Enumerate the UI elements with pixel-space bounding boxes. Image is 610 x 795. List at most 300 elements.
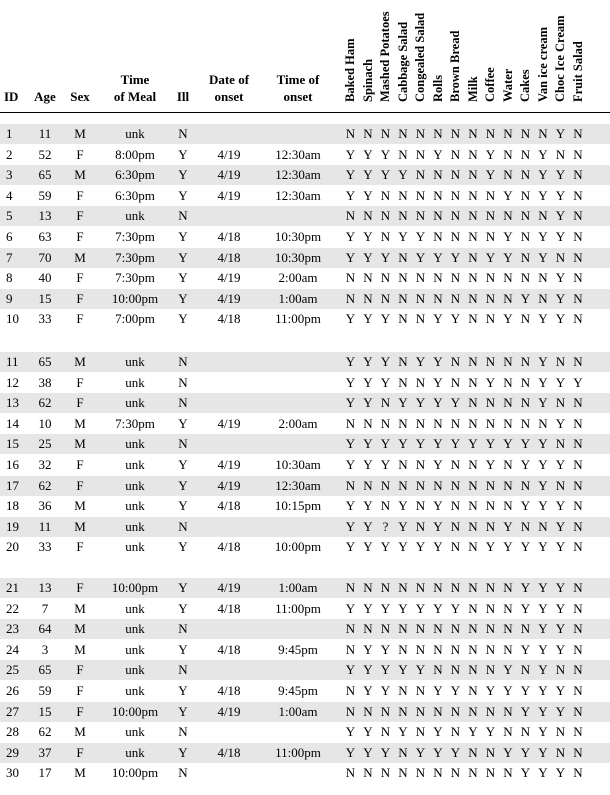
food-cell: N bbox=[468, 229, 478, 244]
row-time-of-onset: 2:00am bbox=[278, 415, 318, 431]
row-id: 6 bbox=[6, 229, 13, 244]
food-cell: Y bbox=[380, 311, 391, 327]
table-row bbox=[0, 702, 610, 722]
row-sex: F bbox=[76, 187, 84, 203]
food-cell: N bbox=[503, 600, 513, 616]
food-cell: N bbox=[398, 457, 408, 472]
food-cell: N bbox=[573, 498, 583, 514]
food-cell: Y bbox=[520, 539, 531, 555]
row-ill: N bbox=[178, 374, 188, 390]
row-age: 11 bbox=[38, 126, 52, 141]
table-row bbox=[0, 476, 610, 496]
food-cell: N bbox=[573, 457, 583, 472]
food-cell: Y bbox=[485, 683, 496, 698]
food-cell: N bbox=[573, 187, 583, 203]
food-cell: N bbox=[398, 270, 408, 286]
food-cell: Y bbox=[538, 600, 548, 616]
food-cell: Y bbox=[380, 683, 391, 698]
row-ill: N bbox=[178, 126, 188, 141]
food-cell: Y bbox=[363, 436, 373, 452]
row-time-of-meal: unk bbox=[125, 477, 145, 493]
food-cell: N bbox=[433, 641, 443, 657]
food-cell: N bbox=[415, 641, 426, 657]
food-cell: N bbox=[450, 146, 461, 162]
table-row bbox=[0, 227, 610, 247]
food-cell: N bbox=[415, 457, 426, 472]
food-cell: N bbox=[415, 580, 426, 595]
food-cell: N bbox=[520, 187, 531, 203]
row-sex: M bbox=[74, 518, 86, 534]
food-cell: N bbox=[363, 415, 373, 431]
food-cell: Y bbox=[363, 641, 373, 657]
food-cell: Y bbox=[433, 539, 443, 555]
food-cell: Y bbox=[345, 498, 356, 514]
food-cell: Y bbox=[433, 724, 443, 740]
food-cell: N bbox=[380, 703, 391, 719]
food-cell: N bbox=[415, 498, 426, 514]
food-cell: Y bbox=[380, 249, 391, 265]
food-cell: N bbox=[468, 744, 478, 760]
row-sex: F bbox=[76, 477, 84, 493]
food-cell: Y bbox=[520, 580, 531, 595]
food-cell: Y bbox=[503, 683, 513, 698]
food-cell: Y bbox=[538, 641, 548, 657]
food-cell: N bbox=[573, 249, 583, 265]
food-cell: Y bbox=[415, 436, 426, 452]
row-time-of-onset: 11:00pm bbox=[275, 600, 321, 616]
row-date-of-onset: 4/19 bbox=[217, 187, 241, 203]
food-cell: N bbox=[503, 580, 513, 595]
row-ill: Y bbox=[178, 167, 188, 183]
food-cell: N bbox=[468, 126, 478, 141]
food-cell: Y bbox=[538, 229, 548, 244]
food-cell: N bbox=[503, 270, 513, 286]
row-ill: Y bbox=[178, 641, 188, 657]
table-row bbox=[0, 414, 610, 434]
food-cell: N bbox=[573, 600, 583, 616]
food-cell: Y bbox=[555, 600, 566, 616]
food-cell: N bbox=[485, 662, 496, 678]
food-cell: N bbox=[450, 354, 461, 369]
food-cell: Y bbox=[433, 395, 443, 411]
row-id: 16 bbox=[6, 457, 19, 472]
food-cell: N bbox=[415, 724, 426, 740]
food-cell: Y bbox=[363, 683, 373, 698]
food-cell: N bbox=[573, 395, 583, 411]
row-id: 4 bbox=[6, 187, 13, 203]
food-cell: Y bbox=[520, 703, 531, 719]
food-cell: N bbox=[398, 683, 408, 698]
table-row bbox=[0, 496, 610, 516]
food-cell: Y bbox=[363, 600, 373, 616]
food-cell: N bbox=[450, 724, 461, 740]
food-cell: N bbox=[520, 208, 531, 224]
row-sex: F bbox=[76, 703, 84, 719]
row-age: 70 bbox=[38, 249, 52, 265]
food-cell: N bbox=[485, 290, 496, 306]
row-ill: Y bbox=[178, 187, 188, 203]
row-time-of-meal: unk bbox=[125, 539, 145, 555]
row-time-of-meal: 10:00pm bbox=[111, 765, 159, 781]
food-cell: Y bbox=[503, 662, 513, 678]
row-age: 40 bbox=[38, 270, 52, 286]
table-row bbox=[0, 268, 610, 288]
row-id: 8 bbox=[6, 270, 13, 286]
food-cell: Y bbox=[363, 457, 373, 472]
food-cell: Y bbox=[345, 167, 356, 183]
food-cell: N bbox=[520, 415, 531, 431]
header-date-of-onset-line2: onset bbox=[214, 89, 244, 104]
row-time-of-meal: unk bbox=[125, 724, 145, 740]
food-cell: Y bbox=[538, 167, 548, 183]
food-cell: Y bbox=[555, 683, 566, 698]
row-date-of-onset: 4/18 bbox=[217, 600, 241, 616]
food-header: Coffee bbox=[483, 67, 497, 102]
row-ill: Y bbox=[178, 683, 188, 698]
food-cell: N bbox=[555, 436, 566, 452]
table-row bbox=[0, 124, 610, 144]
table-row bbox=[0, 599, 610, 619]
food-cell: N bbox=[555, 354, 566, 369]
food-cell: Y bbox=[345, 518, 356, 534]
food-cell: Y bbox=[485, 249, 496, 265]
food-cell: N bbox=[380, 580, 391, 595]
row-id: 20 bbox=[6, 539, 19, 555]
row-sex: M bbox=[74, 498, 86, 514]
row-id: 9 bbox=[6, 290, 13, 306]
food-cell: Y bbox=[538, 477, 548, 493]
food-cell: Y bbox=[345, 436, 356, 452]
food-cell: N bbox=[485, 477, 496, 493]
food-cell: Y bbox=[538, 457, 548, 472]
food-cell: Y bbox=[555, 518, 566, 534]
food-cell: N bbox=[485, 187, 496, 203]
food-cell: N bbox=[573, 146, 583, 162]
row-time-of-meal: unk bbox=[125, 662, 145, 678]
food-cell: N bbox=[380, 724, 391, 740]
row-ill: N bbox=[178, 436, 188, 452]
row-sex: F bbox=[76, 683, 84, 698]
food-cell: N bbox=[345, 477, 356, 493]
food-cell: N bbox=[468, 580, 478, 595]
food-cell: Y bbox=[503, 518, 513, 534]
food-cell: N bbox=[363, 703, 373, 719]
row-ill: N bbox=[178, 662, 188, 678]
header-sex: Sex bbox=[70, 89, 90, 104]
food-cell: N bbox=[538, 126, 548, 141]
food-cell: N bbox=[345, 621, 356, 637]
food-cell: Y bbox=[415, 744, 426, 760]
food-header: Choc Ice Cream bbox=[553, 15, 567, 102]
food-cell: N bbox=[573, 539, 583, 555]
food-cell: N bbox=[468, 703, 478, 719]
food-cell: N bbox=[468, 518, 478, 534]
row-time-of-meal: unk bbox=[125, 436, 145, 452]
food-cell: N bbox=[468, 290, 478, 306]
food-header: Van ice cream bbox=[535, 27, 550, 102]
food-cell: N bbox=[485, 744, 496, 760]
food-cell: N bbox=[363, 580, 373, 595]
row-id: 14 bbox=[6, 415, 19, 431]
row-id: 15 bbox=[6, 436, 19, 452]
food-cell: N bbox=[485, 354, 496, 369]
food-cell: Y bbox=[433, 600, 443, 616]
row-time-of-meal: 10:00pm bbox=[111, 580, 159, 595]
row-date-of-onset: 4/18 bbox=[217, 744, 241, 760]
row-sex: F bbox=[76, 146, 84, 162]
food-cell: Y bbox=[345, 146, 356, 162]
food-cell: N bbox=[555, 395, 566, 411]
food-cell: Y bbox=[538, 703, 548, 719]
food-cell: Y bbox=[520, 457, 531, 472]
food-cell: Y bbox=[520, 498, 531, 514]
food-cell: N bbox=[450, 703, 461, 719]
row-ill: Y bbox=[178, 415, 188, 431]
food-cell: N bbox=[398, 621, 408, 637]
food-cell: N bbox=[415, 208, 426, 224]
row-time-of-meal: 7:30pm bbox=[115, 270, 155, 286]
food-cell: N bbox=[485, 621, 496, 637]
food-cell: N bbox=[380, 208, 391, 224]
food-cell: Y bbox=[345, 662, 356, 678]
food-cell: N bbox=[503, 354, 513, 369]
food-cell: N bbox=[363, 765, 373, 781]
food-cell: N bbox=[363, 208, 373, 224]
food-cell: N bbox=[503, 395, 513, 411]
food-cell: Y bbox=[363, 311, 373, 327]
food-cell: Y bbox=[398, 229, 408, 244]
row-id: 26 bbox=[6, 683, 19, 698]
food-cell: N bbox=[450, 187, 461, 203]
row-sex: M bbox=[74, 600, 86, 616]
row-time-of-meal: unk bbox=[125, 518, 145, 534]
row-id: 28 bbox=[6, 724, 19, 740]
food-header: Cakes bbox=[518, 69, 532, 102]
food-cell: Y bbox=[555, 311, 566, 327]
food-cell: N bbox=[555, 249, 566, 265]
table-row bbox=[0, 660, 610, 680]
food-cell: N bbox=[450, 270, 461, 286]
food-cell: Y bbox=[520, 744, 531, 760]
food-cell: Y bbox=[345, 311, 356, 327]
row-id: 23 bbox=[6, 621, 19, 637]
food-cell: N bbox=[555, 744, 566, 760]
food-cell: N bbox=[468, 167, 478, 183]
food-cell: N bbox=[450, 539, 461, 555]
row-age: 37 bbox=[38, 744, 52, 760]
row-ill: Y bbox=[178, 600, 188, 616]
food-cell: Y bbox=[538, 580, 548, 595]
row-sex: M bbox=[74, 765, 86, 781]
food-cell: Y bbox=[520, 683, 531, 698]
food-cell: Y bbox=[520, 436, 531, 452]
food-cell: Y bbox=[538, 187, 548, 203]
food-cell: N bbox=[520, 724, 531, 740]
food-cell: N bbox=[573, 126, 583, 141]
row-age: 25 bbox=[38, 436, 52, 452]
header-ill: Ill bbox=[176, 89, 190, 104]
food-cell: Y bbox=[538, 539, 548, 555]
food-cell: N bbox=[380, 477, 391, 493]
row-time-of-meal: unk bbox=[125, 126, 145, 141]
food-cell: N bbox=[573, 354, 583, 369]
food-cell: N bbox=[573, 621, 583, 637]
food-cell: Y bbox=[555, 270, 566, 286]
food-cell: N bbox=[398, 126, 408, 141]
food-header: Mashed Potatoes bbox=[378, 11, 392, 102]
food-cell: Y bbox=[415, 539, 426, 555]
food-cell: Y bbox=[520, 641, 531, 657]
food-cell: Y bbox=[450, 436, 461, 452]
food-cell: N bbox=[345, 290, 356, 306]
row-age: 15 bbox=[38, 290, 52, 306]
row-id: 7 bbox=[6, 249, 13, 265]
food-cell: N bbox=[520, 354, 531, 369]
food-cell: Y bbox=[555, 415, 566, 431]
food-cell: N bbox=[398, 703, 408, 719]
row-ill: Y bbox=[178, 290, 188, 306]
row-age: 32 bbox=[38, 457, 52, 472]
food-cell: N bbox=[468, 187, 478, 203]
food-cell: N bbox=[468, 600, 478, 616]
food-cell: Y bbox=[380, 374, 391, 390]
food-cell: N bbox=[398, 146, 408, 162]
food-cell: Y bbox=[485, 724, 496, 740]
row-sex: F bbox=[76, 662, 84, 678]
header-id: ID bbox=[4, 89, 19, 104]
row-ill: N bbox=[178, 354, 188, 369]
food-cell: Y bbox=[450, 744, 461, 760]
row-id: 22 bbox=[6, 600, 19, 616]
row-time-of-meal: unk bbox=[125, 498, 145, 514]
food-cell: N bbox=[345, 765, 356, 781]
food-cell: Y bbox=[415, 662, 426, 678]
table-row bbox=[0, 186, 610, 206]
row-id: 24 bbox=[6, 641, 19, 657]
food-cell: Y bbox=[555, 539, 566, 555]
food-cell: Y bbox=[433, 354, 443, 369]
row-age: 17 bbox=[38, 765, 52, 781]
food-cell: N bbox=[468, 415, 478, 431]
row-age: 15 bbox=[38, 703, 52, 719]
food-cell: N bbox=[415, 290, 426, 306]
food-cell: N bbox=[573, 477, 583, 493]
table-row bbox=[0, 743, 610, 763]
food-cell: N bbox=[573, 167, 583, 183]
food-cell: N bbox=[520, 167, 531, 183]
food-cell: N bbox=[415, 683, 426, 698]
table-row bbox=[0, 165, 610, 185]
row-sex: F bbox=[76, 374, 84, 390]
food-cell: Y bbox=[380, 641, 391, 657]
row-sex: M bbox=[74, 167, 86, 183]
header-date-of-onset-line1: Date of bbox=[208, 72, 250, 87]
food-cell: N bbox=[345, 703, 356, 719]
food-cell: N bbox=[468, 457, 478, 472]
food-cell: N bbox=[503, 457, 513, 472]
row-age: 52 bbox=[38, 146, 52, 162]
food-cell: N bbox=[450, 662, 461, 678]
food-cell: N bbox=[520, 270, 531, 286]
food-cell: N bbox=[433, 167, 443, 183]
food-cell: N bbox=[520, 621, 531, 637]
food-cell: N bbox=[433, 270, 443, 286]
food-cell: Y bbox=[380, 744, 391, 760]
food-cell: Y bbox=[415, 395, 426, 411]
row-time-of-onset: 10:30am bbox=[275, 457, 321, 472]
food-cell: N bbox=[573, 683, 583, 698]
table-row bbox=[0, 455, 610, 475]
row-time-of-onset: 2:00am bbox=[278, 270, 318, 286]
food-cell: Y bbox=[363, 498, 373, 514]
food-cell: N bbox=[380, 498, 391, 514]
food-cell: N bbox=[538, 208, 548, 224]
food-cell: N bbox=[380, 415, 391, 431]
row-ill: Y bbox=[178, 539, 188, 555]
row-time-of-onset: 9:45pm bbox=[278, 683, 318, 698]
row-age: 33 bbox=[38, 539, 52, 555]
food-cell: Y bbox=[520, 600, 531, 616]
food-cell: N bbox=[380, 270, 391, 286]
food-cell: Y bbox=[345, 600, 356, 616]
food-cell: N bbox=[450, 126, 461, 141]
food-cell: ? bbox=[382, 518, 389, 534]
food-cell: N bbox=[450, 621, 461, 637]
row-id: 30 bbox=[6, 765, 19, 781]
food-cell: N bbox=[433, 477, 443, 493]
food-cell: Y bbox=[415, 600, 426, 616]
food-cell: Y bbox=[503, 436, 513, 452]
row-ill: Y bbox=[178, 146, 188, 162]
food-cell: Y bbox=[503, 311, 513, 327]
food-cell: N bbox=[433, 662, 443, 678]
row-date-of-onset: 4/18 bbox=[217, 311, 241, 327]
food-cell: N bbox=[468, 374, 478, 390]
food-cell: N bbox=[468, 395, 478, 411]
header-time-of-onset-line1: Time of bbox=[276, 72, 320, 87]
row-date-of-onset: 4/18 bbox=[217, 539, 241, 555]
food-cell: N bbox=[415, 187, 426, 203]
row-id: 19 bbox=[6, 518, 19, 534]
row-time-of-meal: unk bbox=[125, 374, 145, 390]
food-cell: N bbox=[398, 354, 408, 369]
food-cell: Y bbox=[555, 621, 566, 637]
food-cell: Y bbox=[363, 187, 373, 203]
food-cell: Y bbox=[538, 621, 548, 637]
row-ill: Y bbox=[178, 249, 188, 265]
food-cell: N bbox=[503, 641, 513, 657]
row-age: 59 bbox=[38, 187, 52, 203]
food-cell: N bbox=[450, 290, 461, 306]
row-age: 65 bbox=[38, 354, 52, 369]
food-cell: N bbox=[503, 126, 513, 141]
food-cell: Y bbox=[415, 354, 426, 369]
food-cell: Y bbox=[520, 765, 531, 781]
food-cell: Y bbox=[450, 600, 461, 616]
row-id: 11 bbox=[6, 354, 19, 369]
food-cell: N bbox=[345, 208, 356, 224]
row-age: 13 bbox=[38, 580, 52, 595]
row-time-of-onset: 12:30am bbox=[275, 187, 321, 203]
food-cell: N bbox=[503, 167, 513, 183]
food-cell: N bbox=[485, 703, 496, 719]
row-time-of-onset: 1:00am bbox=[278, 703, 318, 719]
food-cell: N bbox=[433, 208, 443, 224]
row-sex: F bbox=[76, 457, 84, 472]
food-cell: Y bbox=[433, 249, 443, 265]
food-cell: Y bbox=[555, 703, 566, 719]
table-row bbox=[0, 352, 610, 372]
